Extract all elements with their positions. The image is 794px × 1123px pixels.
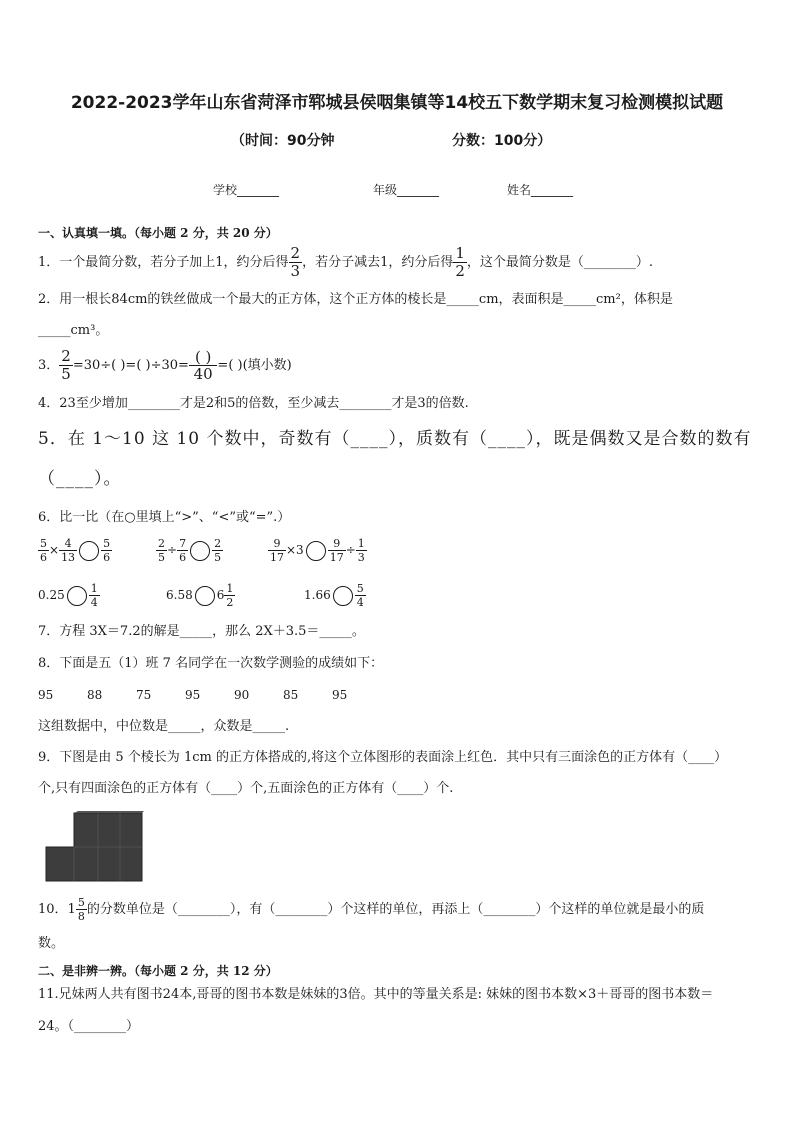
question-9-line-1: 9．下图是由 5 个棱长为 1cm 的正方体搭成的,将这个立体图形的表面涂上红色．其中只有三面涂色的正方体有（____） bbox=[38, 750, 728, 765]
q6-compare-4: 0.25 $\frac{1}{4}$ bbox=[38, 582, 98, 609]
compare-circle[interactable] bbox=[333, 586, 353, 606]
q6-compare-5: 6.58 6 $\frac{1}{2}$ bbox=[166, 582, 234, 609]
school-field: 学校_______ bbox=[213, 183, 280, 197]
question-5-line-2: （____）。 bbox=[38, 469, 122, 489]
compare-circle[interactable] bbox=[195, 586, 215, 606]
question-3 bbox=[38, 346, 292, 386]
q1-fraction-1: $\frac{2}{3}$ bbox=[290, 244, 301, 280]
question-2-line-1: 2．用一根长84cm的铁丝做成一个最大的正方体，这个正方体的棱长是_____cm，表面积是_____cm²，体积是 bbox=[38, 292, 673, 307]
q10-fraction: $\frac{5}{8}$ bbox=[77, 896, 85, 923]
q3-text-b: =30÷( )=( )÷30= bbox=[72, 358, 189, 373]
question-8-intro: 8．下面是五（1）班 7 名同学在一次数学测验的成绩如下： bbox=[38, 656, 384, 671]
question-11-line-2: 24。（________） bbox=[38, 1019, 140, 1034]
exam-title: 2022-2023学年山东省菏泽市郓城县侯咽集镇等14校五下数学期末复习检测模拟试题 bbox=[70, 93, 724, 113]
question-6-intro: 6．比一比（在○里填上“>”、“<”或“=”.） bbox=[38, 510, 291, 525]
q3-fraction-2: $\frac{( )}{40}$ bbox=[189, 350, 217, 382]
question-8-scores: 95 88 75 95 90 85 95 bbox=[38, 688, 348, 702]
q6-compare-2: $\frac{2}{5}$ ÷ $\frac{7}{6}$ $\frac{2}{5}$ bbox=[158, 537, 222, 564]
question-9-line-2: 个,只有四面涂色的正方体有（____）个,五面涂色的正方体有（____）个. bbox=[38, 781, 454, 796]
cube-stack-figure bbox=[44, 811, 144, 883]
q3-fraction-1: $\frac{2}{5}$ bbox=[61, 347, 71, 383]
question-7: 7．方程 3X＝7.2的解是_____，那么 2X＋3.5＝_____。 bbox=[38, 624, 365, 639]
question-10-line-1 bbox=[38, 895, 704, 925]
q1-text-b: ，若分子减去1，约分后得 bbox=[302, 255, 454, 270]
question-1 bbox=[38, 246, 653, 280]
question-2-line-2: _____cm³。 bbox=[38, 323, 109, 338]
q6-compare-3: $\frac{9}{17}$ ×3 $\frac{9}{17}$ ÷ $\frac{1}{3}$ bbox=[270, 537, 365, 564]
question-11-line-1: 11.兄妹两人共有图书24本,哥哥的图书本数是妹妹的3倍。其中的等量关系是: 妹妹的图书本数×3＋哥哥的图书本数＝ bbox=[38, 987, 714, 1002]
name-field: 姓名_______ bbox=[507, 183, 574, 197]
q1-fraction-2: $\frac{1}{2}$ bbox=[455, 244, 465, 280]
compare-circle[interactable] bbox=[67, 586, 87, 606]
compare-circle[interactable] bbox=[306, 541, 326, 561]
q10-text-a: 10．1 bbox=[38, 902, 76, 917]
compare-circle[interactable] bbox=[190, 541, 210, 561]
question-10-line-2: 数。 bbox=[38, 936, 65, 951]
q3-number: 3． bbox=[38, 358, 60, 373]
q6-compare-6: 1.66 $\frac{5}{4}$ bbox=[304, 582, 364, 609]
exam-time: （时间：90分钟 bbox=[231, 133, 335, 149]
q1-text-a: 1．一个最简分数，若分子加上1，约分后得 bbox=[38, 255, 289, 270]
q3-text-c: =( )(填小数) bbox=[217, 358, 292, 373]
section-1-heading: 一、认真填一填。（每小题 2 分，共 20 分） bbox=[38, 226, 278, 240]
exam-score: 分数：100分） bbox=[452, 133, 552, 149]
question-8-ask: 这组数据中，中位数是_____，众数是_____. bbox=[38, 719, 290, 734]
grade-field: 年级_______ bbox=[373, 183, 440, 197]
compare-circle[interactable] bbox=[79, 541, 99, 561]
q1-text-c: ，这个最简分数是（________）. bbox=[466, 255, 654, 270]
section-2-heading: 二、是非辨一辨。（每小题 2 分，共 12 分） bbox=[38, 964, 278, 978]
question-4: 4．23至少增加________才是2和5的倍数，至少减去________才是3的倍数. bbox=[38, 396, 469, 411]
q10-text-b: 的分数单位是（________），有（________）个这样的单位，再添上（________）个这样的单位就是最小的质 bbox=[86, 902, 705, 917]
q6-compare-1: $\frac{5}{6}$ × $\frac{4}{13}$ $\frac{5}{6}$ bbox=[40, 537, 111, 564]
question-5-line-1: 5．在 1～10 这 10 个数中，奇数有（____），质数有（____），既是偶数又是合数的数有 bbox=[38, 429, 752, 449]
